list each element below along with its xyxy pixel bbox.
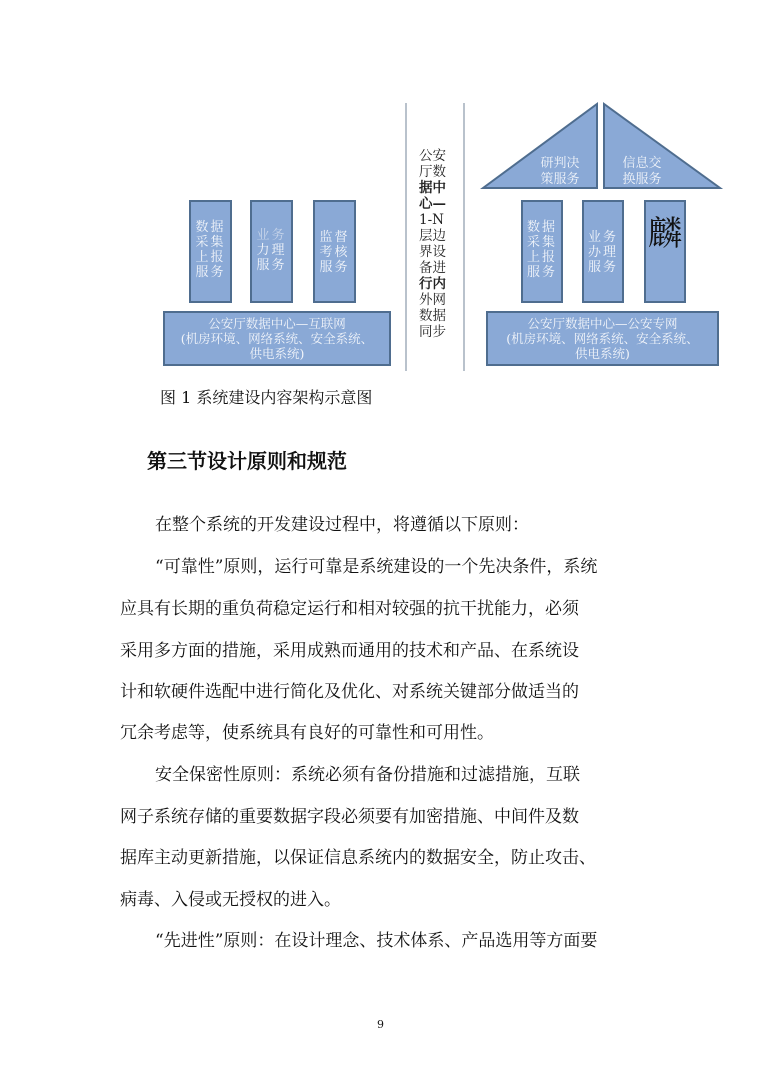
sync-text: 外网 <box>419 292 446 308</box>
paragraph-line: 计和软硬件选配中进行简化及优化、对系统关键部分做适当的 <box>120 682 579 702</box>
base-text: 供电系统) <box>249 346 305 361</box>
left-pillar-supervision <box>313 200 356 303</box>
divider-left <box>405 103 407 371</box>
pillar-text: 服务 <box>256 258 287 273</box>
pillar-text: 服务 <box>195 265 226 280</box>
sync-text: 层边 <box>419 228 446 244</box>
base-text: 公安厅数据中心—互联网 <box>208 316 346 331</box>
sync-text: 公安 <box>419 148 446 164</box>
pillar-text: 服务 <box>587 260 618 275</box>
paragraph-line: 冗余考虑等，使系统具有良好的可靠性和可用性。 <box>120 723 494 743</box>
paragraph-line: “可靠性”原则，运行可靠是系统建设的一个先决条件，系统 <box>155 557 598 577</box>
sync-text: 行内 <box>419 276 446 292</box>
page-number: 9 <box>377 1018 384 1031</box>
paragraph-line: 据库主动更新措施，以保证信息系统内的数据安全，防止攻击、 <box>120 848 596 868</box>
roof-triangles <box>480 100 725 192</box>
right-pillar-glyph <box>644 200 686 303</box>
pillar-text: 服务 <box>319 260 350 275</box>
divider-right <box>463 103 465 371</box>
sync-text: 据中 <box>419 180 446 196</box>
base-text: 公安厅数据中心—公安专网 <box>527 316 678 331</box>
roof-text: 换服务 <box>622 172 662 187</box>
pillar-text: 采集 <box>526 235 557 250</box>
pillar-text: 数据 <box>195 220 226 235</box>
right-pillar-business-handling <box>582 200 624 303</box>
figure-caption: 图 1 系统建设内容架构示意图 <box>160 388 373 407</box>
paragraph-line: 应具有长期的重负荷稳定运行和相对较强的抗干扰能力，必须 <box>120 599 579 619</box>
section-heading: 第三节设计原则和规范 <box>147 449 347 473</box>
pillar-text: 上报 <box>195 250 226 265</box>
sync-text: 界设 <box>419 244 446 260</box>
sync-description <box>419 148 453 340</box>
roof-text: 策服务 <box>540 172 580 187</box>
right-base-police-network <box>486 311 719 366</box>
pillar-text: 业务 <box>587 230 618 245</box>
pillar-text: 业务 <box>256 228 287 243</box>
pillar-text: 数据 <box>526 220 557 235</box>
paragraph-line: 安全保密性原则：系统必须有备份措施和过滤措施，互联 <box>155 765 580 785</box>
sync-text: 厅数 <box>419 164 446 180</box>
pillar-glyph: 麟 <box>648 214 682 254</box>
sync-text: 心— <box>419 196 446 212</box>
pillar-text: 考核 <box>319 245 350 260</box>
roof-left-label <box>533 156 587 188</box>
pillar-text: 办理 <box>587 245 618 260</box>
paragraph-line: 病毒、入侵或无授权的进入。 <box>120 890 341 910</box>
sync-text: 数据 <box>419 308 446 324</box>
sync-text: 同步 <box>419 324 446 340</box>
base-text: 供电系统) <box>575 346 630 361</box>
left-pillar-business-handling <box>250 200 293 303</box>
right-pillar-data-collection <box>521 200 563 303</box>
paragraph-line: 网子系统存储的重要数据字段必须要有加密措施、中间件及数 <box>120 807 579 827</box>
roof-text: 研判决 <box>540 156 580 171</box>
pillar-text: 采集 <box>195 235 226 250</box>
pillar-text: 力理 <box>256 243 287 258</box>
roof-text: 信息交 <box>622 156 662 171</box>
base-text: (机房环境、网络系统、安全系统、 <box>506 331 699 346</box>
sync-text: 备进 <box>419 260 446 276</box>
base-text: (机房环境、网络系统、安全系统、 <box>180 331 374 346</box>
pillar-text: 上报 <box>526 250 557 265</box>
left-pillar-data-collection <box>189 200 232 303</box>
paragraph-line: 采用多方面的措施，采用成熟而通用的技术和产品、在系统设 <box>120 641 579 661</box>
roof-right-label <box>615 156 669 188</box>
sync-text: 1-N <box>419 212 444 228</box>
paragraph-line: “先进性”原则：在设计理念、技术体系、产品选用等方面要 <box>155 931 598 951</box>
paragraph-line: 在整个系统的开发建设过程中，将遵循以下原则： <box>155 515 529 535</box>
left-base-internet <box>163 311 391 366</box>
pillar-text: 监督 <box>319 230 350 245</box>
pillar-text: 服务 <box>526 265 557 280</box>
